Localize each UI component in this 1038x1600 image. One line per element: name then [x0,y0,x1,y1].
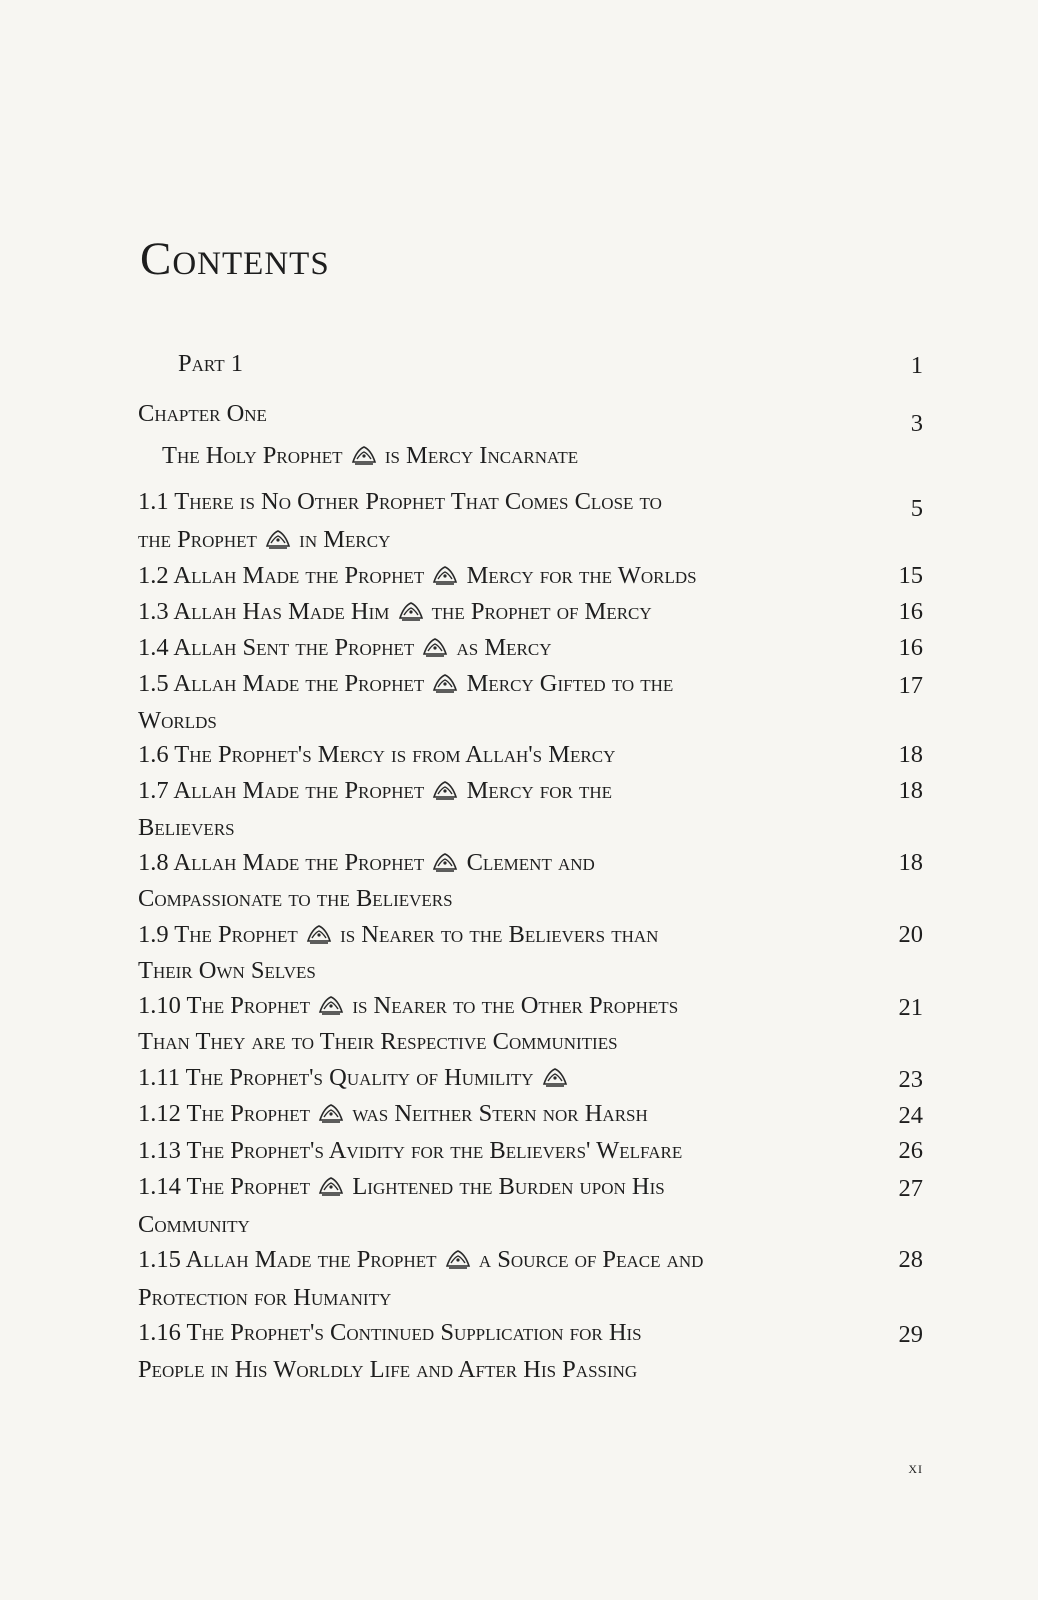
toc-entry-text: is Nearer to the Believers than [340,921,659,948]
toc-entry-text: 1.11 The Prophet's Quality of Humility [138,1064,534,1091]
toc-entry-1-7-page: 18 [898,777,923,804]
toc-entry-1-10-page: 21 [898,994,923,1021]
toc-entry-1-12-line1 [138,1100,908,1128]
salutation-seal-icon [542,1066,568,1088]
toc-entry-1-1-line2 [138,526,908,554]
toc-entry-1-7-line1 [138,777,908,805]
salutation-seal-icon [445,1248,471,1270]
toc-entry-text: 1.10 The Prophet [138,992,311,1019]
salutation-seal-icon [306,923,332,945]
toc-entry-1-15-line2: Protection for Humanity [138,1284,392,1311]
toc-entry-1-5-line2: Worlds [138,707,217,734]
salutation-seal-icon [422,636,448,658]
toc-entry-1-16-line1: 1.16 The Prophet's Continued Supplication for His [138,1319,642,1346]
toc-entry-1-4-page: 16 [898,634,923,661]
toc-entry-1-8-page: 18 [898,849,923,876]
toc-chapter-page: 3 [910,410,923,437]
salutation-seal-icon [432,851,458,873]
toc-chapter-subtitle-b: is Mercy Incarnate [384,442,579,469]
toc-entry-1-7-line2: Believers [138,814,235,841]
toc-part-label: Part 1 [178,350,243,377]
salutation-seal-icon [432,564,458,586]
toc-entry-1-5-line1 [138,670,908,698]
toc-entry-1-13-page: 26 [898,1137,923,1164]
toc-entry-text: in Mercy [299,526,391,553]
toc-entry-text: a Source of Peace and [478,1246,704,1273]
toc-entry-text: 1.14 The Prophet [138,1173,311,1200]
toc-entry-1-10-line2: Than They are to Their Respective Communities [138,1028,618,1055]
toc-entry-1-12-page: 24 [898,1102,923,1129]
toc-entry-1-3-line1 [138,598,908,626]
toc-entry-1-1-page: 5 [910,495,923,522]
toc-entry-text: 1.15 Allah Made the Prophet [138,1246,437,1273]
page-number: xi [908,1458,923,1477]
toc-chapter-label: Chapter One [138,400,267,427]
toc-entry-1-6-page: 18 [898,741,923,768]
toc-entry-text: the Prophet [138,526,257,553]
toc-entry-1-8-line2: Compassionate to the Believers [138,885,453,912]
toc-entry-text: as Mercy [456,634,552,661]
salutation-seal-icon [351,444,377,466]
toc-entry-text: Clement and [466,849,595,876]
salutation-seal-icon [318,994,344,1016]
toc-entry-text: 1.3 Allah Has Made Him [138,598,390,625]
toc-chapter-subtitle-a: The Holy Prophet [162,442,343,469]
toc-entry-text: 1.2 Allah Made the Prophet [138,562,425,589]
page-title: Contents [140,233,330,285]
toc-entry-1-4-line1 [138,634,908,662]
toc-entry-text: 1.12 The Prophet [138,1100,311,1127]
toc-entry-text: is Nearer to the Other Prophets [352,992,679,1019]
toc-entry-text: was Neither Stern nor Harsh [352,1100,648,1127]
toc-entry-1-8-line1 [138,849,908,877]
toc-entry-text: Mercy for the Worlds [466,562,697,589]
toc-entry-text: Lightened the Burden upon His [352,1173,665,1200]
toc-chapter-subtitle [162,442,932,470]
toc-entry-1-2-line1 [138,562,908,590]
toc-entry-1-11-page: 23 [898,1066,923,1093]
toc-entry-text: Mercy Gifted to the [466,670,674,697]
toc-entry-1-13-line1: 1.13 The Prophet's Avidity for the Believers' Welfare [138,1137,683,1164]
toc-entry-1-16-page: 29 [898,1321,923,1348]
toc-entry-1-6-line1: 1.6 The Prophet's Mercy is from Allah's Mercy [138,741,616,768]
toc-entry-1-9-page: 20 [898,921,923,948]
toc-part-page: 1 [910,352,923,379]
salutation-seal-icon [318,1102,344,1124]
toc-entry-text: 1.9 The Prophet [138,921,298,948]
toc-entry-1-16-line2: People in His Worldly Life and After His Passing [138,1356,638,1383]
toc-entry-text: the Prophet of Mercy [431,598,652,625]
salutation-seal-icon [265,528,291,550]
salutation-seal-icon [432,672,458,694]
toc-entry-1-2-page: 15 [898,562,923,589]
toc-entry-1-5-page: 17 [898,672,923,699]
toc-entry-text: 1.4 Allah Sent the Prophet [138,634,415,661]
salutation-seal-icon [432,779,458,801]
toc-entry-1-1-line1: 1.1 There is No Other Prophet That Comes Close to [138,488,662,515]
toc-entry-1-15-page: 28 [898,1246,923,1273]
toc-entry-text: 1.5 Allah Made the Prophet [138,670,425,697]
salutation-seal-icon [398,600,424,622]
toc-entry-1-9-line1 [138,921,908,949]
toc-entry-1-11-line1 [138,1064,908,1092]
toc-entry-1-10-line1 [138,992,908,1020]
toc-entry-1-15-line1 [138,1246,908,1274]
toc-entry-text: 1.7 Allah Made the Prophet [138,777,425,804]
toc-entry-1-14-line2: Community [138,1211,250,1238]
salutation-seal-icon [318,1175,344,1197]
toc-entry-1-14-page: 27 [898,1175,923,1202]
toc-entry-1-14-line1 [138,1173,908,1201]
toc-entry-1-3-page: 16 [898,598,923,625]
toc-entry-1-9-line2: Their Own Selves [138,957,316,984]
toc-entry-text: 1.8 Allah Made the Prophet [138,849,425,876]
toc-entry-text: Mercy for the [466,777,613,804]
